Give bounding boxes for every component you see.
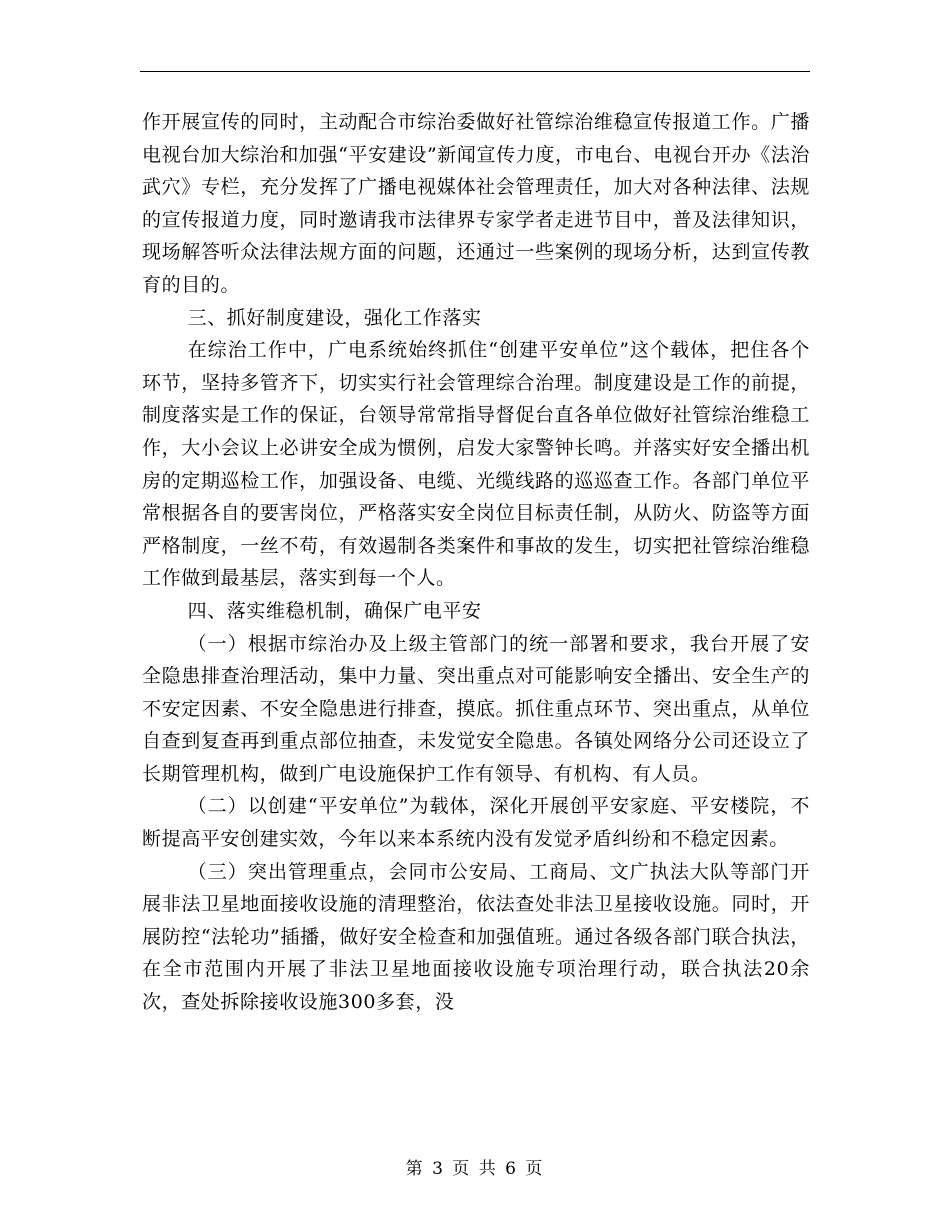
paragraph-item-3: （三）突出管理重点，会同市公安局、工商局、文广执法大队等部门开展非法卫星地面接收设施的清理整治，依法查处非法卫星接收设施。同时，开展防控“法轮功”插播，做好安全检查和加强值班。通过各级各部门联合执法，在全市范围内开展了非法卫星地面接收设施专项治理行动，联合执法20余次，查处拆除接收设施300多套，没 <box>142 860 810 1014</box>
header-rule <box>140 71 810 72</box>
paragraph-item-2: （二）以创建“平安单位”为载体，深化开展创平安家庭、平安楼院，不断提高平安创建实效，今年以来本系统内没有发觉矛盾纠纷和不稳定因素。 <box>142 795 810 851</box>
section-heading-3: 三、抓好制度建设，强化工作落实 <box>187 306 482 329</box>
paragraph-continuation: 作开展宣传的同时，主动配合市综治委做好社管综治维稳宣传报道工作。广播电视台加大综治和加强“平安建设”新闻宣传力度，市电台、电视台开办《法治武穴》专栏，充分发挥了广播电视媒体社会管理责任，加大对各种法律、法规的宣传报道力度，同时邀请我市法律界专家学者走进节目中，普及法律知识，现场解答听众法律法规方面的问题，还通过一些案例的现场分析，达到宣传教育的目的。 <box>142 111 810 296</box>
section-heading-4: 四、落实维稳机制，确保广电平安 <box>187 599 482 622</box>
document-body <box>142 106 810 1019</box>
page-number-footer: 第 3 页 共 6 页 <box>405 1159 545 1179</box>
paragraph-system-building: 在综治工作中，广电系统始终抓住“创建平安单位”这个载体，把住各个环节，坚持多管齐下，切实实行社会管理综合治理。制度建设是工作的前提，制度落实是工作的保证，台领导常常指导督促台直各单位做好社管综治维稳工作，大小会议上必讲安全成为惯例，启发大家警钟长鸣。并落实好安全播出机房的定期巡检工作，加强设备、电缆、光缆线路的巡巡查工作。各部门单位平常根据各自的要害岗位，严格落实安全岗位目标责任制，从防火、防盗等方面严格制度，一丝不苟，有效遏制各类案件和事故的发生，切实把社管综治维稳工作做到最基层，落实到每一个人。 <box>142 339 810 590</box>
paragraph-item-1: （一）根据市综治办及上级主管部门的统一部署和要求，我台开展了安全隐患排查治理活动，集中力量、突出重点对可能影响安全播出、安全生产的不安定因素、不安全隐患进行排查，摸底。抓住重点环节、突出重点，从单位自查到复查再到重点部位抽查，未发觉安全隐患。各镇处网络分公司还设立了长期管理机构，做到广电设施保护工作有领导、有机构、有人员。 <box>142 632 810 785</box>
